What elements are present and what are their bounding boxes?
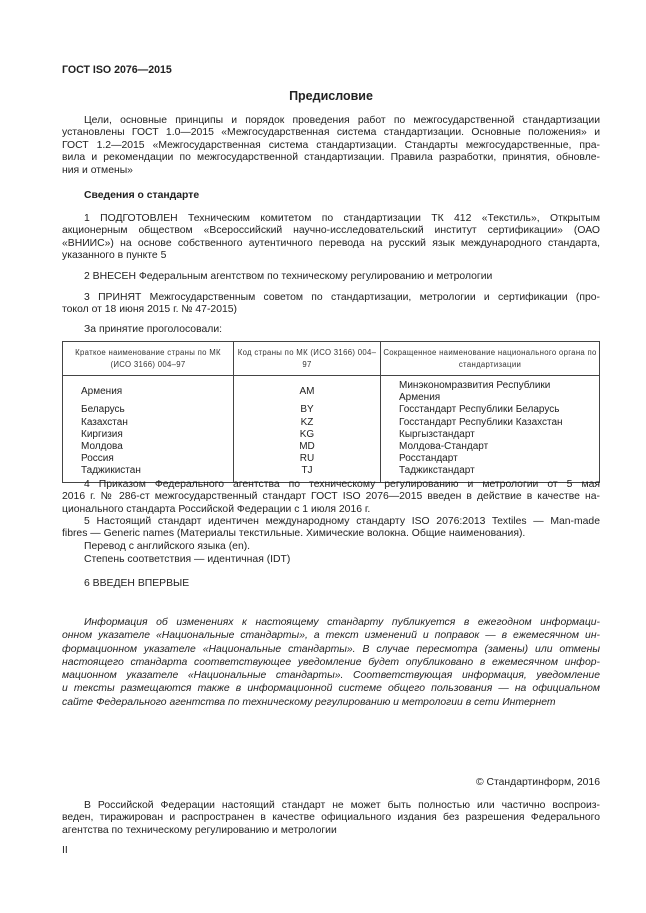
- text-line: Информация об изменениях к настоящему стандарту публикуется в ежегодном информаци-: [84, 617, 600, 628]
- cell-code: TJ: [234, 465, 381, 482]
- notice-paragraph: [62, 616, 600, 709]
- text-line: указанного в пункте 5: [62, 250, 167, 262]
- text-line: 1 ПОДГОТОВЛЕН Техническим комитетом по стандартизации ТК 412 «Текстиль», Открытым: [84, 213, 600, 224]
- text-line: В Российской Федерации настоящий стандарт не может быть полностью или частично воспроиз-: [84, 800, 600, 811]
- intro-paragraph: [62, 115, 600, 177]
- table-row: [63, 404, 600, 416]
- col-header-country: Краткое наименование страны по МК (ИСО 3166) 004–97: [63, 342, 234, 376]
- text-line: акционерным обществом «Всероссийский научно-исследовательский институт сертификации» (ОАО: [62, 225, 600, 237]
- table-row: [63, 417, 600, 429]
- cell-body: Молдова-Стандарт: [381, 441, 600, 453]
- text-line: агентства по техническому регулированию и метрологии: [62, 824, 337, 836]
- text-line: 3 ПРИНЯТ Межгосударственным советом по стандартизации, метрологии и сертификации (про-: [84, 292, 600, 303]
- text-line: формационном указателе «Национальные стандарты». В случае пересмотра (замены) или отмены: [62, 643, 600, 655]
- text-line: ГОСТ 1.2—2015 «Межгосударственная система стандартизации. Стандарты межгосударственные, пра-: [62, 139, 600, 151]
- cell-body: Кыргызстандарт: [381, 429, 600, 441]
- cell-country: Армения: [63, 376, 234, 405]
- table-row: [63, 441, 600, 453]
- text-line: сайте Федерального агентства по техническому регулированию и метрологии в сети Интернет: [62, 696, 556, 708]
- text-line: и тексты размещаются также в информационной системе общего пользования — на официальном: [62, 683, 600, 695]
- text-line: онном указателе «Национальные стандарты», а текст изменений и поправок — в ежемесячном ин-: [62, 630, 600, 642]
- copyright: © Стандартинформ, 2016: [475, 777, 600, 788]
- text-line: 5 Настоящий стандарт идентичен международному стандарту ISO 2076:2013 Textiles — Man-made: [84, 516, 600, 527]
- cell-code: KZ: [234, 417, 381, 429]
- cell-code: RU: [234, 453, 381, 465]
- cell-body: Минэкономразвития Республики Армения: [381, 376, 600, 405]
- text-line: ционального стандарта Российской Федерации с 1 июля 2016 г.: [62, 503, 371, 515]
- section-heading: Сведения о стандарте: [84, 190, 200, 201]
- text-line: ния и отмены»: [62, 164, 133, 176]
- item-6: 6 ВВЕДЕН ВПЕРВЫЕ: [84, 578, 190, 589]
- cell-body: Госстандарт Республики Казахстан: [381, 417, 600, 429]
- text-line: веден, тиражирован и распространен в качестве официального издания без разрешения Федерального: [62, 812, 600, 824]
- cell-country: Казахстан: [63, 417, 234, 429]
- item-1: [62, 213, 600, 263]
- text-line: установлены ГОСТ 1.0—2015 «Межгосударственная система стандартизации. Основные положения» и: [62, 127, 600, 139]
- document-header: ГОСТ ISO 2076—2015: [62, 64, 172, 76]
- item-2: 2 ВНЕСЕН Федеральным агентством по техническому регулированию и метрологии: [84, 271, 493, 282]
- cell-code: AM: [234, 376, 381, 405]
- text-line: Цели, основные принципы и порядок проведения работ по межгосударственной стандартизации: [84, 115, 600, 126]
- cell-body: Росстандарт: [381, 453, 600, 465]
- cell-country: Молдова: [63, 441, 234, 453]
- item-3: [62, 292, 600, 317]
- table-row: [63, 376, 600, 405]
- text-line: 2016 г. № 286-ст межгосударственный стандарт ГОСТ ISO 2076—2015 введен в действие в качестве на-: [62, 491, 600, 503]
- translation-note: Перевод с английского языка (en).: [84, 541, 251, 552]
- text-line: токол от 18 июня 2015 г. № 47-2015): [62, 304, 237, 316]
- text-line: 4 Приказом Федерального агентства по техническому регулированию и метрологии от 5 мая: [84, 479, 600, 490]
- text-line: настоящего стандарта соответствующее уведомление будет опубликовано в ежемесячном инфор-: [62, 656, 600, 668]
- table-row: [63, 429, 600, 441]
- page-title: Предисловие: [289, 89, 373, 103]
- text-line: вила и рекомендации по межгосударственной стандартизации. Правила разработки, принятия, обновле-: [62, 152, 600, 164]
- degree-note: Степень соответствия — идентичная (IDT): [84, 554, 291, 565]
- text-line: мационном указателе «Национальные стандарты». Соответствующая информация, уведомление: [62, 670, 600, 682]
- cell-body: Таджикстандарт: [381, 465, 600, 482]
- cell-body: Госстандарт Республики Беларусь: [381, 404, 600, 416]
- item-5: [62, 516, 600, 541]
- col-header-code: Код страны по МК (ИСО 3166) 004–97: [234, 342, 381, 376]
- cell-country: Киргизия: [63, 429, 234, 441]
- text-line: fibres — Generic names (Материалы текстильные. Химические волокна. Общие наименования).: [62, 528, 526, 540]
- col-header-body: Сокращенное наименование национального органа по стандартизации: [381, 342, 600, 376]
- cell-country: Беларусь: [63, 404, 234, 416]
- table-row: [63, 453, 600, 465]
- cell-code: MD: [234, 441, 381, 453]
- cell-code: BY: [234, 404, 381, 416]
- cell-country: Таджикистан: [63, 465, 234, 482]
- cell-code: KG: [234, 429, 381, 441]
- voted-label: За принятие проголосовали:: [84, 324, 223, 335]
- text-line: «ВНИИС») на основе собственного аутентичного перевода на русский язык международного стандарта,: [62, 237, 600, 249]
- cell-country: Россия: [63, 453, 234, 465]
- page-number: II: [62, 845, 68, 856]
- voting-table: [62, 341, 600, 483]
- item-4: [62, 479, 600, 516]
- rights-paragraph: [62, 800, 600, 837]
